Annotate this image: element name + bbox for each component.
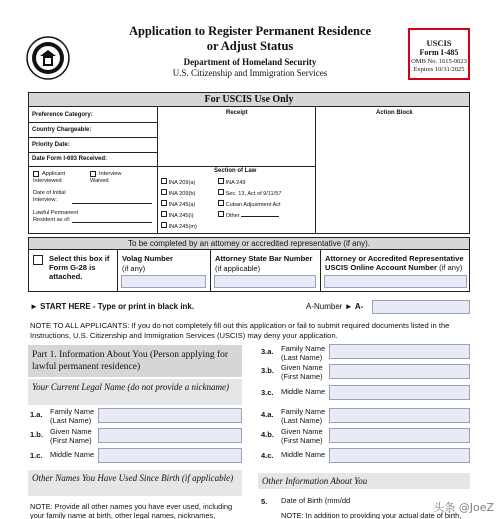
- given-name-label: Given Name (First Name): [50, 427, 92, 445]
- online-account-input[interactable]: [324, 275, 467, 288]
- other-middle-name-input[interactable]: [329, 448, 470, 463]
- lpr-line: [72, 222, 152, 223]
- other-info-heading: Other Information About You: [258, 473, 470, 489]
- other-given-name-label: Given Name (First Name): [281, 363, 323, 381]
- attorney-heading: To be completed by an attorney or accredited representative (if any).: [28, 237, 470, 250]
- law-checkbox[interactable]: [161, 189, 167, 195]
- family-name-label: Family Name (Last Name): [50, 407, 95, 425]
- preference-category-label: Preference Category:: [32, 112, 93, 118]
- other-names-note: NOTE: Provide all other names you have ever used, including your family name at birth, other legal names, nicknames,: [30, 502, 233, 519]
- form-title: Application to Register Permanent Residence or Adjust Status: [128, 24, 372, 53]
- bar-number-input[interactable]: [214, 275, 316, 288]
- dhs-seal-icon: [26, 36, 70, 80]
- country-chargeable-label: Country Chargeable:: [32, 127, 92, 133]
- uscis-use-only-heading: For USCIS Use Only: [29, 93, 469, 107]
- field-number: 4.b.: [261, 430, 274, 439]
- other-middle-name-input[interactable]: [329, 385, 470, 400]
- volag-sub: (if any): [122, 264, 146, 273]
- initial-interview-line: [72, 203, 152, 204]
- section-of-law-label: Section of Law: [214, 168, 257, 174]
- other-names-heading: Other Names You Have Used Since Birth (if applicable): [28, 470, 242, 496]
- other-middle-name-label: Middle Name: [281, 387, 326, 396]
- law-checkbox[interactable]: [161, 200, 167, 206]
- law-checkbox[interactable]: [218, 200, 224, 206]
- form-id-box: USCIS Form I-485 OMB No. 1615-0023 Expires 10/31/2025: [408, 28, 470, 80]
- lpr-as-of-label: Lawful Permanent Resident as of:: [33, 210, 79, 223]
- divider: [29, 152, 157, 153]
- field-number: 3.b.: [261, 366, 274, 375]
- middle-name-input[interactable]: [98, 448, 242, 463]
- priority-date-label: Priority Date:: [32, 142, 70, 148]
- online-account-label: Attorney or Accredited Representative USCIS Online Account Number (if any): [325, 254, 464, 272]
- initial-interview-label: Date of Initial Interview:: [33, 190, 66, 203]
- other-middle-name-label: Middle Name: [281, 450, 326, 459]
- divider: [29, 166, 315, 167]
- law-checkbox[interactable]: [218, 178, 224, 184]
- law-left-list: INA 209(a) INA 209(b) INA 245(a) INA 245(i) INA 245(m): [161, 178, 197, 231]
- department-name: Department of Homeland Security: [183, 57, 317, 67]
- volag-label: Volag Number: [122, 254, 173, 263]
- divider: [157, 107, 158, 233]
- other-family-name-input[interactable]: [329, 344, 470, 359]
- g28-label: Select this box if Form G-28 is attached.: [49, 254, 110, 281]
- law-right-list: INA 249 Sec. 13, Act of 9/11/57 Cuban Adjustment Act Other: [218, 178, 281, 220]
- other-family-name-input[interactable]: [329, 408, 470, 423]
- interview-waived: Interview Waived: [90, 171, 122, 184]
- applicant-interviewed: Applicant Interviewed: [33, 171, 66, 184]
- field-number: 4.a.: [261, 410, 274, 419]
- law-checkbox[interactable]: [161, 222, 167, 228]
- field-number: 3.a.: [261, 347, 274, 356]
- field-number: 1.c.: [30, 451, 43, 460]
- other-given-name-input[interactable]: [329, 364, 470, 379]
- interview-waived-checkbox[interactable]: [90, 171, 96, 177]
- law-checkbox[interactable]: [161, 211, 167, 217]
- a-number-label: A-Number ► A-: [306, 302, 364, 311]
- watermark: 头条 @JoeZ: [433, 501, 494, 514]
- family-name-input[interactable]: [98, 408, 242, 423]
- i693-received-label: Date Form I-693 Received:: [32, 156, 108, 162]
- law-checkbox[interactable]: [218, 189, 224, 195]
- arrow-right-icon: ►: [30, 302, 38, 311]
- applicant-interviewed-checkbox[interactable]: [33, 171, 39, 177]
- law-checkbox[interactable]: [218, 211, 224, 217]
- field-number: 3.c.: [261, 388, 274, 397]
- action-block-label: Action Block: [376, 110, 413, 116]
- arrow-right-icon: ►: [344, 302, 353, 311]
- volag-input[interactable]: [121, 275, 206, 288]
- date-of-birth-label: Date of Birth (mm/dd: [281, 496, 351, 505]
- g28-checkbox[interactable]: [33, 255, 43, 265]
- bar-number-label: Attorney State Bar Number: [215, 254, 313, 263]
- field-number: 1.a.: [30, 410, 43, 419]
- bar-number-sub: (if applicable): [215, 264, 261, 273]
- legal-name-heading: Your Current Legal Name (do not provide a nickname): [28, 379, 242, 405]
- divider: [210, 250, 211, 292]
- receipt-label: Receipt: [226, 110, 248, 116]
- other-given-name-label: Given Name (First Name): [281, 427, 323, 445]
- divider: [29, 122, 157, 123]
- a-number-input[interactable]: [372, 300, 470, 314]
- field-number: 1.b.: [30, 430, 43, 439]
- other-family-name-label: Family Name (Last Name): [281, 344, 326, 362]
- divider: [117, 250, 118, 292]
- start-here: ► START HERE - Type or print in black ink.: [30, 302, 195, 311]
- divider: [320, 250, 321, 292]
- divider: [315, 107, 316, 233]
- divider: [29, 137, 157, 138]
- agency-name: U.S. Citizenship and Immigration Services: [172, 68, 328, 78]
- other-family-name-label: Family Name (Last Name): [281, 407, 326, 425]
- law-checkbox[interactable]: [161, 178, 167, 184]
- part1-heading: Part 1. Information About You (Person applying for lawful permanent residence): [28, 345, 242, 377]
- field-number: 5.: [261, 497, 268, 506]
- field-number: 4.c.: [261, 451, 274, 460]
- dob-note: NOTE: In addition to providing your actual date of birth,: [281, 511, 462, 519]
- given-name-input[interactable]: [98, 428, 242, 443]
- middle-name-label: Middle Name: [50, 450, 95, 459]
- other-given-name-input[interactable]: [329, 428, 470, 443]
- note-to-applicants: NOTE TO ALL APPLICANTS: If you do not completely fill out this application or fail to submit required documents listed in the Instructions, U.S. Citizenship and Immigration Services (USCIS) may deny your application.: [30, 321, 450, 340]
